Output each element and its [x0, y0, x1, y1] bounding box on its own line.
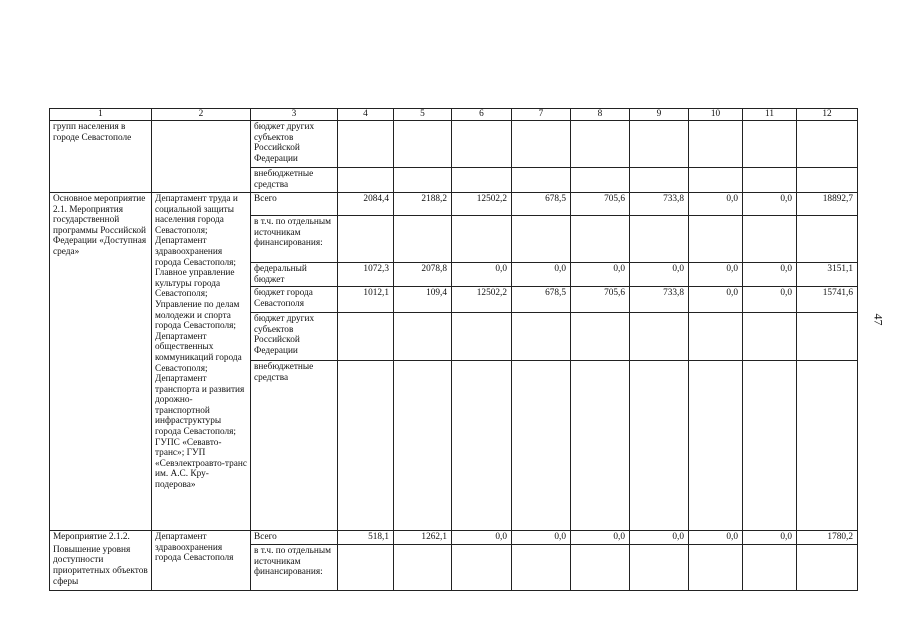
- value-cell: 678,5: [512, 193, 571, 216]
- value-cell: 2084,4: [338, 193, 394, 216]
- measure-number: Мероприятие 2.1.2.: [53, 532, 130, 543]
- source-cell: бюджет города Севастополя: [251, 287, 338, 313]
- value-cell: 1262,1: [394, 531, 452, 545]
- value-cell: 1780,2: [797, 531, 858, 545]
- value-cell: 705,6: [571, 287, 630, 313]
- value-cell: 0,0: [743, 263, 797, 287]
- value-cell: 733,8: [630, 193, 689, 216]
- value-cell: 2078,8: [394, 263, 452, 287]
- source-cell: бюджет других субъектов Российской Федерации: [251, 121, 338, 168]
- executor-cell: Департамент труда и социальной защиты населения города Севастополя; Департамент здравоохранения города Севастополя; Главное управление культуры города Севастополя; Управление по делам молодежи и спорта города Севастополя; Департамент общественных коммуникаций города Севастополя; Департамент транспорта и развития дорожно-транспортной инфраструктуры города Севастополя; ГУПС «Севавто-транс»; ГУП «Севэлектроавто-транс им. А.С. Кру-подерова»: [152, 193, 251, 531]
- value-cell: 705,6: [571, 193, 630, 216]
- value-cell: 12502,2: [452, 287, 512, 313]
- header-row: [50, 109, 858, 121]
- value-cell: 0,0: [571, 531, 630, 545]
- value-cell: 12502,2: [452, 193, 512, 216]
- source-cell: в т.ч. по отдельным источникам финансирования:: [251, 216, 338, 263]
- header-cell: 1: [50, 109, 152, 121]
- header-cell: 10: [689, 109, 743, 121]
- value-cell: 1012,1: [338, 287, 394, 313]
- source-cell: Всего: [251, 531, 338, 545]
- value-cell: 18892,7: [797, 193, 858, 216]
- value-cell: 0,0: [630, 531, 689, 545]
- value-cell: 0,0: [689, 287, 743, 313]
- value-cell: 15741,6: [797, 287, 858, 313]
- value-cell: 678,5: [512, 287, 571, 313]
- value-cell: 0,0: [571, 263, 630, 287]
- table-row: [50, 531, 858, 545]
- value-cell: 0,0: [689, 531, 743, 545]
- value-cell: 0,0: [512, 531, 571, 545]
- header-cell: 12: [797, 109, 858, 121]
- value-cell: 0,0: [743, 287, 797, 313]
- value-cell: 733,8: [630, 287, 689, 313]
- financing-table: [49, 108, 858, 591]
- source-cell: внебюджетные средства: [251, 168, 338, 193]
- value-cell: 109,4: [394, 287, 452, 313]
- executor-cell: [152, 121, 251, 193]
- source-cell: в т.ч. по отдельным источникам финансирования:: [251, 545, 338, 591]
- executor-cell: Департамент здравоохранения города Севастополя: [152, 531, 251, 591]
- header-cell: 11: [743, 109, 797, 121]
- measure-name-cell: групп населения в городе Севастополе: [50, 121, 152, 193]
- value-cell: 2188,2: [394, 193, 452, 216]
- source-cell: Всего: [251, 193, 338, 216]
- value-cell: 0,0: [743, 193, 797, 216]
- page-number: 47: [871, 313, 886, 326]
- header-cell: 4: [338, 109, 394, 121]
- value-cell: 0,0: [689, 263, 743, 287]
- value-cell: 1072,3: [338, 263, 394, 287]
- source-cell: федеральный бюджет: [251, 263, 338, 287]
- value-cell: 0,0: [743, 531, 797, 545]
- measure-name-cell: Основное мероприятие 2.1. Мероприятия государственной программы Российской Федерации «Доступная среда»: [50, 193, 152, 531]
- table-row: [50, 121, 858, 168]
- header-cell: 3: [251, 109, 338, 121]
- header-cell: 6: [452, 109, 512, 121]
- value-cell: 0,0: [512, 263, 571, 287]
- header-cell: 8: [571, 109, 630, 121]
- value-cell: 3151,1: [797, 263, 858, 287]
- value-cell: 518,1: [338, 531, 394, 545]
- source-cell: внебюджетные средства: [251, 361, 338, 531]
- table-row: [50, 193, 858, 216]
- header-cell: 2: [152, 109, 251, 121]
- header-cell: 7: [512, 109, 571, 121]
- value-cell: 0,0: [630, 263, 689, 287]
- measure-name-cell: [50, 531, 152, 591]
- source-cell: бюджет других субъектов Российской Федерации: [251, 313, 338, 361]
- measure-title: Повышение уровня доступности приоритетных объектов сферы: [53, 544, 148, 587]
- value-cell: 0,0: [452, 531, 512, 545]
- value-cell: 0,0: [452, 263, 512, 287]
- value-cell: 0,0: [689, 193, 743, 216]
- header-cell: 9: [630, 109, 689, 121]
- header-cell: 5: [394, 109, 452, 121]
